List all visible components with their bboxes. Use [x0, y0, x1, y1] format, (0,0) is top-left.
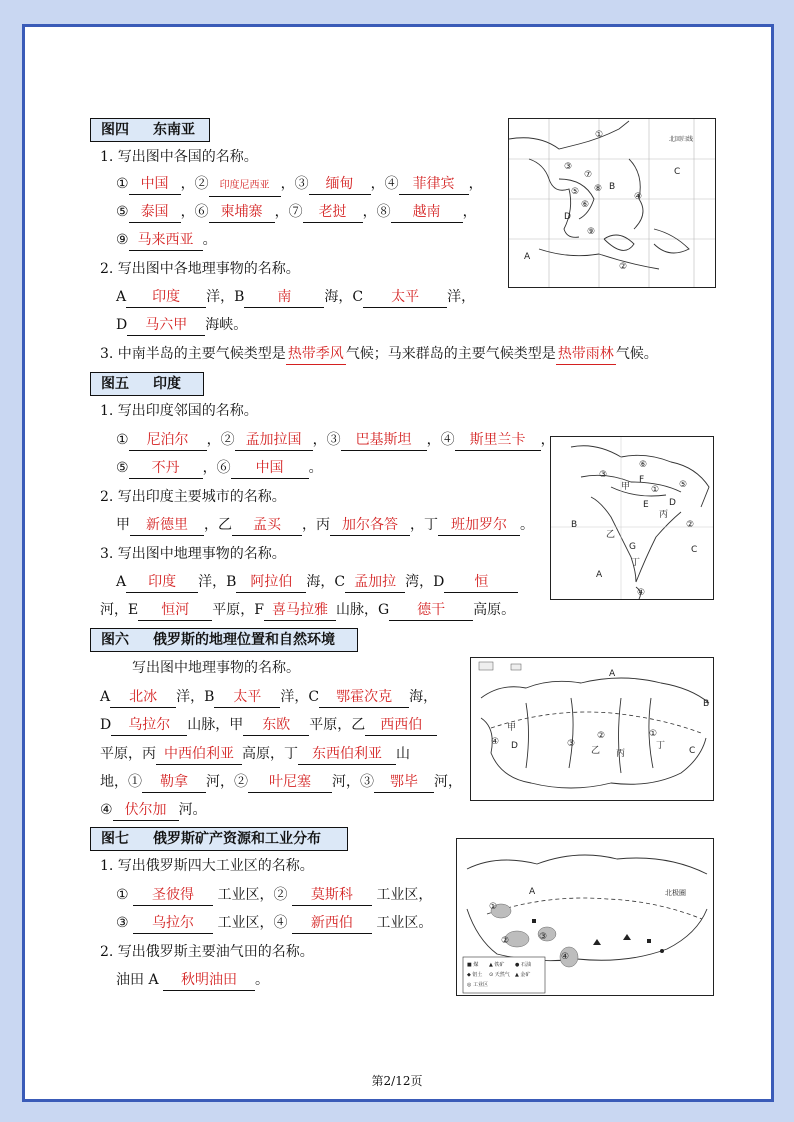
map-label: C [674, 167, 681, 177]
map-label: C [691, 545, 698, 555]
s5-cities-row: 甲 新德里 ，乙 孟买 ，丙 加尔各答 ，丁 班加罗尔 。 [116, 514, 534, 536]
answer-blank[interactable]: 勒拿 [142, 772, 206, 793]
answer-blank[interactable]: 东欧 [243, 715, 309, 736]
map-label: ② [619, 262, 628, 272]
map-label: A [529, 887, 536, 897]
map-label: ⑥ [581, 200, 590, 210]
map-label: 丁 [631, 558, 641, 568]
answer-blank[interactable]: 恒 [444, 572, 518, 593]
s4-q1: 1. 写出图中各国的名称。 [100, 149, 258, 165]
answer-blank[interactable]: 马来西亚 [129, 230, 203, 251]
map-label: 乙 [591, 746, 601, 756]
map-label: ④ [491, 737, 500, 747]
s4-q3: 3. 中南半岛的主要气候类型是 热带季风 气候；马来群岛的主要气候类型是 热带雨林 气候。 [100, 343, 658, 365]
s7-q1: 1. 写出俄罗斯四大工业区的名称。 [100, 858, 314, 874]
map-label: ③ [567, 739, 576, 749]
map-label: 丙 [616, 749, 626, 759]
map-label: ③ [599, 470, 608, 480]
map-label: D [564, 212, 571, 222]
map-label: D [669, 498, 676, 508]
answer-blank[interactable]: 孟加拉 [345, 572, 405, 593]
answer-blank[interactable]: 伏尔加 [113, 800, 179, 821]
s5-geo-row2: 河，E 恒河 平原，F 喜马拉雅 山脉，G 德干 高原。 [100, 599, 515, 621]
s5-q3: 3. 写出图中地理事物的名称。 [100, 546, 286, 562]
answer-blank[interactable]: 南 [244, 287, 324, 308]
answer-blank[interactable]: 中西伯利亚 [156, 744, 242, 765]
map-label: A [524, 252, 531, 262]
map-label: ④ [634, 192, 643, 202]
answer-blank[interactable]: 马六甲 [127, 315, 205, 336]
answer-blank[interactable]: 尼泊尔 [129, 430, 207, 451]
map-label: 丁 [656, 741, 666, 751]
map-label: D [511, 741, 518, 751]
s4-row2: ⑤ 泰国 ，⑥ 柬埔寨 ，⑦ 老挝 ，⑧ 越南 ， [116, 201, 477, 223]
answer-blank[interactable]: 北冰 [110, 687, 176, 708]
s7-row1: ① 圣彼得 工业区，② 莫斯科 工业区， [116, 884, 432, 906]
map-label: ③ [564, 162, 573, 172]
map-label: ⑦ [584, 170, 593, 180]
answer-blank[interactable]: 太平 [214, 687, 280, 708]
s4-row3: ⑨ 马来西亚 。 [116, 229, 217, 251]
answer-blank[interactable]: 班加罗尔 [438, 515, 520, 536]
map-label: ① [649, 729, 658, 739]
legend-item: ● 石油 [515, 962, 531, 968]
answer-blank[interactable]: 莫斯科 [292, 885, 372, 906]
map-label: ② [597, 731, 606, 741]
map-label: E [643, 500, 649, 510]
map-southeast-asia [508, 118, 716, 288]
answer-blank[interactable]: 东西伯利亚 [298, 744, 396, 765]
s6-row2: D 乌拉尔 山脉，甲 东欧 平原，乙 西西伯 [100, 714, 437, 736]
section-title-russia-environment: 图六 俄罗斯的地理位置和自然环境 [90, 628, 358, 652]
map-russia-environment [470, 657, 714, 801]
answer-blank[interactable]: 新德里 [130, 515, 204, 536]
s6-row3: 平原，丙 中西伯利亚 高原，丁 东西伯利亚 山 [100, 743, 410, 765]
section-title-russia-industry: 图七 俄罗斯矿产资源和工业分布 [90, 827, 348, 851]
answer-blank[interactable]: 越南 [391, 202, 463, 223]
answer-blank[interactable]: 柬埔寨 [209, 202, 275, 223]
map-label: B [609, 182, 616, 192]
answer-blank[interactable]: 中国 [129, 174, 181, 195]
map-label: 北回归线 [669, 136, 694, 143]
answer-blank[interactable]: 热带雨林 [556, 344, 616, 365]
s4-row1: ① 中国 ，② 印度尼西亚 ，③ 缅甸 ，④ 菲律宾 ， [116, 173, 483, 197]
s5-q2: 2. 写出印度主要城市的名称。 [100, 489, 286, 505]
answer-blank[interactable]: 圣彼得 [133, 885, 213, 906]
section-title-southeast-asia: 图四 东南亚 [90, 118, 210, 142]
s6-row4: 地，① 勒拿 河，② 叶尼塞 河，③ 鄂毕 河， [100, 771, 462, 793]
answer-blank[interactable]: 巴基斯坦 [341, 430, 427, 451]
answer-blank[interactable]: 德干 [389, 600, 473, 621]
s5-row1: ① 尼泊尔 ，② 孟加拉国 ，③ 巴基斯坦 ，④ 斯里兰卡 ， [116, 429, 555, 451]
answer-blank[interactable]: 中国 [231, 458, 309, 479]
answer-blank[interactable]: 缅甸 [309, 174, 371, 195]
answer-blank[interactable]: 西西伯 [365, 715, 437, 736]
answer-blank[interactable]: 太平 [363, 287, 447, 308]
page-footer: 第2/12页 [371, 1074, 423, 1088]
legend-item: ■ 煤 [467, 962, 479, 968]
answer-blank[interactable]: 印度尼西亚 [209, 176, 281, 197]
s6-row5: ④ 伏尔加 河。 [100, 799, 207, 821]
map-russia-industry [456, 838, 714, 996]
answer-blank[interactable]: 热带季风 [286, 344, 346, 365]
s6-intro: 写出图中地理事物的名称。 [132, 660, 300, 676]
answer-blank[interactable]: 加尔各答 [330, 515, 410, 536]
map-label: ② [501, 936, 510, 946]
answer-blank[interactable]: 菲律宾 [399, 174, 469, 195]
map-label: ⑥ [639, 460, 648, 470]
s7-row3: 油田 A 秋明油田 。 [116, 969, 269, 991]
map-label: 甲 [507, 723, 517, 733]
legend-item: ▲ 铁矿 [489, 962, 505, 968]
answer-blank[interactable]: 秋明油田 [163, 970, 255, 991]
answer-blank[interactable]: 鄂霍次克 [319, 687, 409, 708]
answer-blank[interactable]: 斯里兰卡 [455, 430, 541, 451]
answer-blank[interactable]: 恒河 [138, 600, 212, 621]
map-label: A [609, 669, 616, 679]
answer-blank[interactable]: 鄂毕 [374, 772, 434, 793]
s6-row1: A 北冰 洋，B 太平 洋，C 鄂霍次克 海， [100, 686, 437, 708]
map-label: B [571, 520, 578, 530]
map-label: A [596, 570, 603, 580]
s4-q2: 2. 写出图中各地理事物的名称。 [100, 261, 300, 277]
map-label: 北极圈 [665, 889, 686, 897]
answer-blank[interactable]: 喜马拉雅 [264, 600, 336, 621]
map-label: ④ [561, 952, 570, 962]
section-title-india: 图五 印度 [90, 372, 204, 396]
answer-blank[interactable]: 印度 [126, 572, 198, 593]
map-label: 乙 [606, 530, 616, 540]
map-india [550, 436, 714, 600]
answer-blank[interactable]: 乌拉尔 [111, 715, 187, 736]
map-label: ⑤ [571, 187, 580, 197]
map-label: ④ [637, 588, 646, 598]
s5-q1: 1. 写出印度邻国的名称。 [100, 403, 258, 419]
s5-row2: ⑤ 不丹 ，⑥ 中国 。 [116, 457, 323, 479]
map-label: ① [595, 130, 604, 140]
map-label: ② [686, 520, 695, 530]
map-label: G [629, 542, 636, 552]
answer-blank[interactable]: 新西伯 [292, 913, 372, 934]
answer-blank[interactable]: 阿拉伯 [236, 572, 306, 593]
s7-row2: ③ 乌拉尔 工业区，④ 新西伯 工业区。 [116, 912, 432, 934]
legend-item: ◎ 工业区 [467, 982, 488, 988]
answer-blank[interactable]: 叶尼塞 [248, 772, 332, 793]
answer-blank[interactable]: 印度 [126, 287, 206, 308]
s7-q2: 2. 写出俄罗斯主要油气田的名称。 [100, 944, 314, 960]
answer-blank[interactable]: 老挝 [303, 202, 363, 223]
legend-item: ◆ 铝土 [467, 972, 483, 978]
map-label: 甲 [621, 482, 631, 492]
s5-geo-row1: A 印度 洋，B 阿拉伯 海，C 孟加拉 湾，D 恒 [116, 571, 518, 593]
s4-geo-row2: D 马六甲 海峡。 [116, 314, 247, 336]
s4-geo-row1: A 印度 洋，B 南 海，C 太平 洋， [116, 286, 475, 308]
map-label: C [689, 746, 696, 756]
legend-item: ⊙ 天然气 [489, 972, 510, 978]
answer-blank[interactable]: 泰国 [129, 202, 181, 223]
answer-blank[interactable]: 孟买 [232, 515, 302, 536]
map-label: ⑤ [679, 480, 688, 490]
answer-blank[interactable]: 乌拉尔 [133, 913, 213, 934]
map-label: ① [651, 485, 660, 495]
map-label: ③ [539, 932, 548, 942]
legend-item: ▲ 金矿 [515, 972, 531, 978]
map-label: F [639, 475, 645, 485]
answer-blank[interactable]: 不丹 [129, 458, 203, 479]
map-label: ① [489, 902, 498, 912]
map-label: B [703, 699, 710, 709]
answer-blank[interactable]: 孟加拉国 [235, 430, 313, 451]
map-label: ⑨ [587, 227, 596, 237]
map-label: 丙 [659, 510, 669, 520]
map-label: ⑧ [594, 184, 603, 194]
